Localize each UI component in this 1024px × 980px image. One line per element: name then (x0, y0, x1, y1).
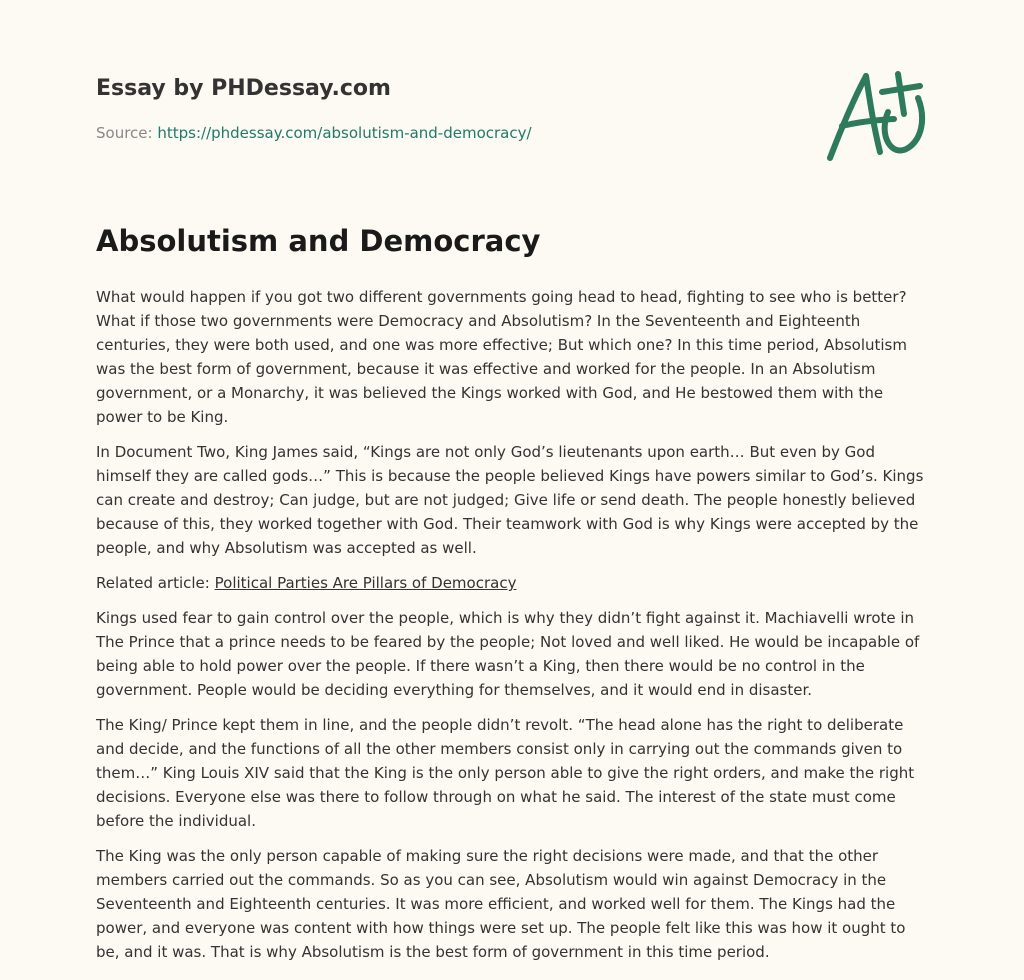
essay-paragraph: What would happen if you got two different governments going head to head, fighting to see who is better? What if those two governments were Democracy and Absolutism? In the Seventeenth and Eighteenth centuries, they were both used, and one was more effective; But which one? In this time period, Absolutism was the best form of government, because it was effective and worked for the people. In an Absolutism government, or a Monarchy, it was believed the Kings worked with God, and He bestowed them with the power to be King. (96, 288, 907, 426)
site-brand: Essay by PHDessay.com (96, 76, 391, 101)
source-label: Source: (96, 124, 153, 142)
essay-paragraph: In Document Two, King James said, “Kings are not only God’s lieutenants upon earth… But even by God himself they are called gods…” This is because the people believed Kings have powers similar to God’s. Kings can create and destroy; Can judge, but are not judged; Give life or send death. The people honestly believed because of this, they worked together with God. Their teamwork with God is why Kings were accepted by the people, and why Absolutism was accepted as well. (96, 443, 924, 557)
essay-paragraph: The King/ Prince kept them in line, and the people didn’t revolt. “The head alone has the right to deliberate and decide, and the functions of all the other members consist only in carrying out the commands given to them…” King Louis XIV said that the King is the only person able to give the right orders, and make the right decisions. Everyone else was there to follow through on what he said. The interest of the state must come before the individual. (96, 716, 915, 830)
source-line (96, 124, 532, 142)
essay-title: Absolutism and Democracy (96, 224, 541, 258)
related-article-label: Related article: (96, 574, 210, 592)
related-article-link[interactable]: Political Parties Are Pillars of Democracy (214, 574, 517, 592)
logo-plus-horizontal (882, 86, 920, 92)
logo-a-right-stroke (866, 76, 880, 152)
essay-body (96, 285, 928, 975)
logo-a-left-stroke (830, 76, 866, 158)
essay-paragraph: The King was the only person capable of making sure the right decisions were made, and that the other members carried out the commands. So as you can see, Absolutism would win against Democracy in the Seventeenth and Eighteenth centuries. It was more efficient, and worked well for them. The Kings had the power, and everyone was content with how things were set up. The people felt like this was how it ought to be, and it was. That is why Absolutism is the best form of government in this time period. (96, 847, 906, 961)
related-article (96, 571, 928, 595)
essay-paragraph: Kings used fear to gain control over the people, which is why they didn’t fight against it. Machiavelli wrote in The Prince that a prince needs to be feared by the people; Not loved and well liked. He would be incapable of being able to hold power over the people. If there wasn’t a King, then there would be no control in the government. People would be deciding everything for themselves, and it would end in disaster. (96, 609, 920, 699)
logo-plus-vertical (898, 74, 904, 114)
a-plus-logo-icon (818, 62, 938, 172)
source-link[interactable]: https://phdessay.com/absolutism-and-democracy/ (157, 124, 532, 142)
